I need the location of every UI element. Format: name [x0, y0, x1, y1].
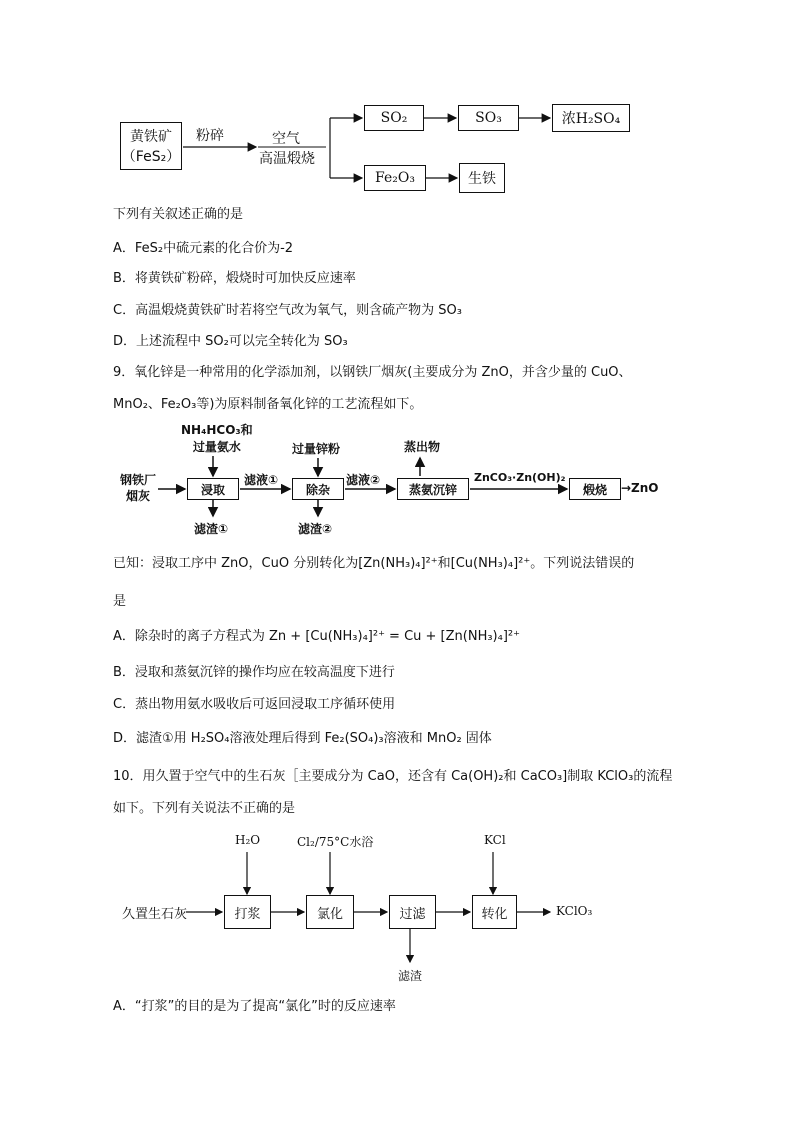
filtrate1-label: 滤液①	[244, 473, 279, 487]
flow2-source-line2: 烟灰	[126, 489, 151, 503]
q9-stem-line1: 9．氧化锌是一种常用的化学添加剂，以钢铁厂烟灰(主要成分为 ZnO，并含少量的 CuO、	[113, 365, 632, 380]
flow2-source-line1: 钢铁厂	[120, 473, 157, 487]
air-label: 空气	[272, 131, 300, 147]
flow2-reagent1-line1: NH₄HCO₃和	[181, 423, 253, 437]
q9-option-d: D．滤渣①用 H₂SO₄溶液处理后得到 Fe₂(SO₄)₃溶液和 MnO₂ 固体	[113, 731, 492, 746]
calcine-label: 高温煅烧	[259, 151, 315, 167]
purify-box: 除杂	[292, 478, 344, 500]
pyrite-name: 黄铁矿	[130, 129, 172, 145]
fe2o3-box: Fe₂O₃	[364, 165, 426, 191]
residue2-label: 滤渣②	[298, 522, 333, 536]
so2-box: SO₂	[364, 105, 424, 131]
intermediate-label: ZnCO₃·Zn(OH)₂	[474, 471, 566, 484]
quicklime-label: 久置生石灰	[122, 907, 188, 922]
q8-option-d: D．上述流程中 SO₂可以完全转化为 SO₃	[113, 334, 348, 349]
reagent2-label: 过量锌粉	[292, 442, 341, 456]
flow2-reagent1-line2: 过量氨水	[192, 440, 241, 454]
q8-option-b: B．将黄铁矿粉碎，煅烧时可加快反应速率	[113, 271, 356, 286]
filtrate2-label: 滤液②	[346, 473, 381, 487]
q10-stem-line1: 10．用久置于空气中的生石灰［主要成分为 CaO，还含有 Ca(OH)₂和 CaCO₃]制取 KClO₃的流程	[113, 769, 673, 784]
residue-label: 滤渣	[398, 969, 423, 983]
zno-product: →ZnO	[621, 481, 659, 495]
calcine-box: 煅烧	[569, 478, 621, 500]
q9-option-a: A．除杂时的离子方程式为 Zn + [Cu(NH₃)₄]²⁺ = Cu + [Zn(NH₃)₄]²⁺	[113, 629, 520, 644]
grind-label: 粉碎	[196, 128, 224, 144]
convert-box: 转化	[472, 895, 517, 929]
distillate-label: 蒸出物	[404, 440, 441, 454]
precip-box: 蒸氨沉锌	[397, 478, 469, 500]
chlorine-label: Cl₂/75°C水浴	[297, 835, 374, 849]
water-label: H₂O	[235, 833, 261, 847]
slurry-box: 打浆	[224, 895, 271, 929]
chlorinate-box: 氯化	[306, 895, 354, 929]
so3-box: SO₃	[458, 105, 519, 131]
kcl-label: KCl	[484, 833, 506, 847]
q8-option-a: A．FeS₂中硫元素的化合价为-2	[113, 241, 294, 256]
filter-box: 过滤	[389, 895, 436, 929]
leach-box: 浸取	[187, 478, 239, 500]
residue1-label: 滤渣①	[194, 522, 229, 536]
q9-stem-line2: MnO₂、Fe₂O₃等)为原料制备氧化锌的工艺流程如下。	[113, 397, 423, 412]
kclo3-product: KClO₃	[556, 904, 593, 918]
q10-option-a: A．“打浆”的目的是为了提高“氯化”时的反应速率	[113, 999, 396, 1014]
iron-box: 生铁	[459, 163, 505, 193]
q10-stem-line2: 如下。下列有关说法不正确的是	[113, 801, 296, 816]
q9-known-line1: 已知：浸取工序中 ZnO，CuO 分别转化为[Zn(NH₃)₄]²⁺和[Cu(NH₃)₄]²⁺。下列说法错误的	[113, 556, 635, 571]
q9-option-c: C．蒸出物用氨水吸收后可返回浸取工序循环使用	[113, 697, 396, 712]
pyrite-formula: （FeS₂）	[121, 149, 181, 165]
q9-known-line2: 是	[113, 594, 127, 609]
h2so4-box: 浓H₂SO₄	[552, 104, 630, 132]
q9-option-b: B．浸取和蒸氨沉锌的操作均应在较高温度下进行	[113, 665, 395, 680]
q8-option-c: C．高温煅烧黄铁矿时若将空气改为氧气，则含硫产物为 SO₃	[113, 303, 462, 318]
q8-stem: 下列有关叙述正确的是	[113, 207, 244, 222]
